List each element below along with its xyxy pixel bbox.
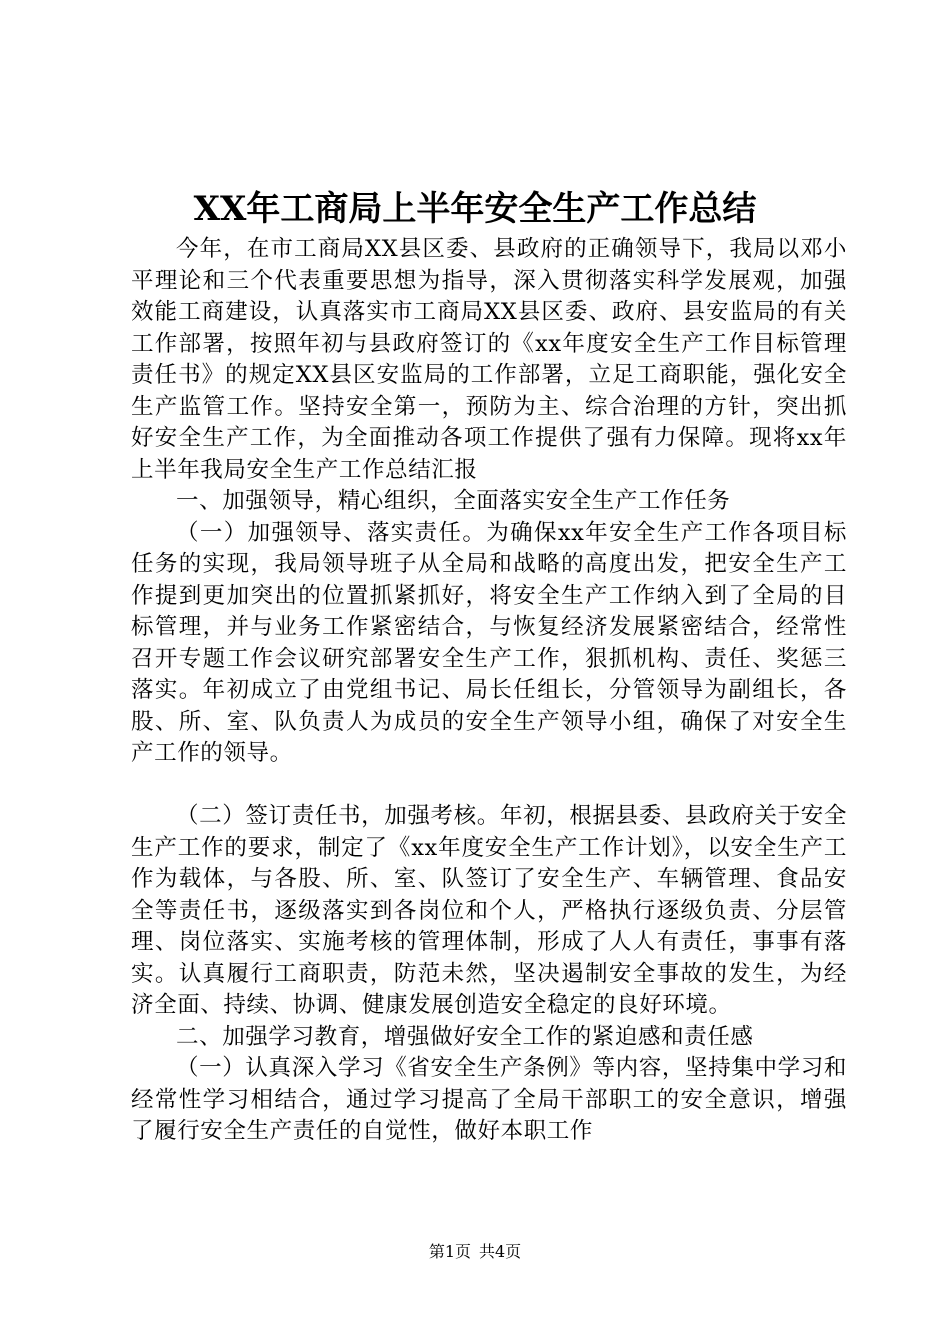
document-title: XX年工商局上半年安全生产工作总结 [193, 189, 757, 229]
paragraph-intro: 今年，在市工商局XX县区委、县政府的正确领导下，我局以邓小平理论和三个代表重要思想为指导，深入贯彻落实科学发展观，加强效能工商建设，认真落实市工商局XX县区委、政府、县安监局的有关工作部署，按照年初与县政府签订的《xx年度安全生产工作目标管理责任书》的规定XX县区安监局的工作部署，立足工商职能，强化安全生产监管工作。坚持安全第一，预防为主、综合治理的方针，突出抓好安全生产工作，为全面推动各项工作提供了强有力保障。现将xx年上半年我局安全生产工作总结汇报 [131, 236, 847, 483]
page-number: 第1页 [428, 1242, 471, 1261]
page-footer [0, 1241, 950, 1263]
page-total: 共4页 [479, 1242, 522, 1261]
paragraph-1-2: （二）签订责任书，加强考核。年初，根据县委、县政府关于安全生产工作的要求，制定了《xx年度安全生产工作计划》，以安全生产工作为载体，与各股、所、室、队签订了安全生产、车辆管理、食品安全等责任书，逐级落实到各岗位和个人，严格执行逐级负责、分层管理、岗位落实、实施考核的管理体制，形成了人人有责任，事事有落实。认真履行工商职责，防范未然，坚决遏制安全事故的发生，为经济全面、持续、协调、健康发展创造安全稳定的良好环境。 [131, 803, 847, 1018]
section-heading-2: 二、加强学习教育，增强做好安全工作的紧迫感和责任感 [176, 1023, 754, 1050]
section-heading-1: 一、加强领导，精心组织，全面落实安全生产工作任务 [176, 488, 731, 514]
document-body [131, 234, 847, 1148]
paragraph-2-1: （一）认真深入学习《省安全生产条例》等内容，坚持集中学习和经常性学习相结合，通过学习提高了全局干部职工的安全意识，增强了履行安全生产责任的自觉性，做好本职工作 [131, 1055, 847, 1144]
paragraph-1-1: （一）加强领导、落实责任。为确保xx年安全生产工作各项目标任务的实现，我局领导班子从全局和战略的高度出发，把安全生产工作提到更加突出的位置抓紧抓好，将安全生产工作纳入到了全局的目标管理，并与业务工作紧密结合，与恢复经济发展紧密结合，经常性召开专题工作会议研究部署安全生产工作，狠抓机构、责任、奖惩三落实。年初成立了由党组书记、局长任组长，分管领导为副组长，各股、所、室、队负责人为成员的安全生产领导小组，确保了对安全生产工作的领导。 [131, 519, 847, 766]
